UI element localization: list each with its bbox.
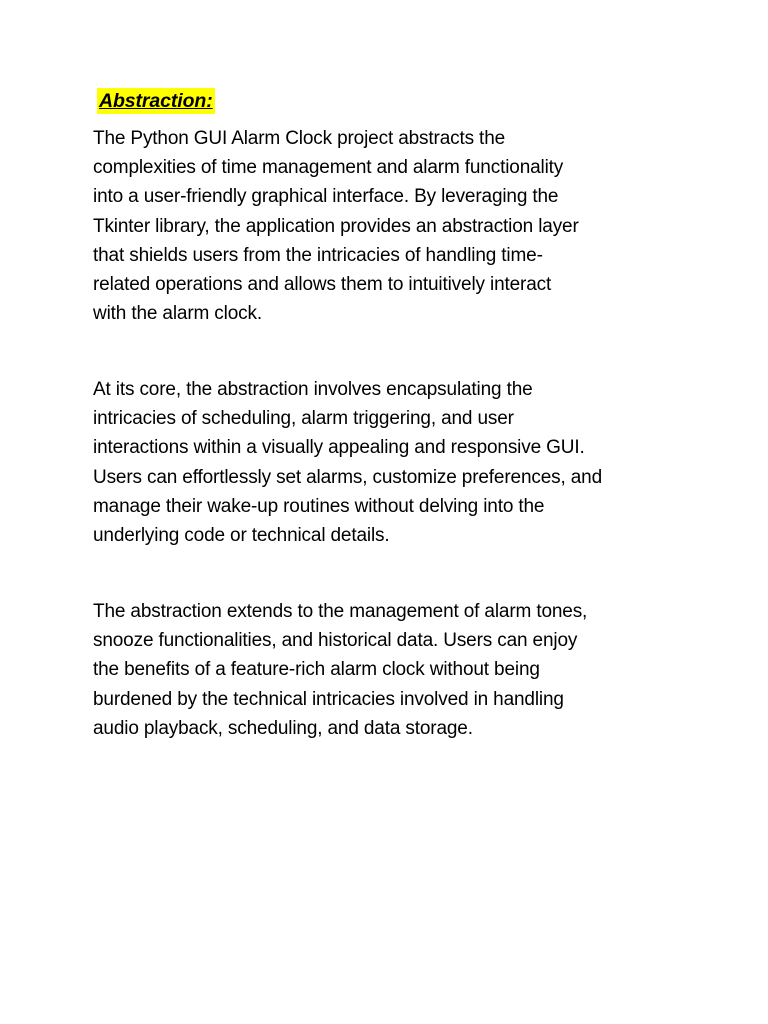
paragraph-line: the benefits of a feature-rich alarm clock without being — [93, 659, 540, 681]
paragraph-line: At its core, the abstraction involves encapsulating the — [93, 379, 533, 400]
paragraph-2 — [93, 375, 693, 550]
paragraph-line: The abstraction extends to the management of alarm tones, — [93, 601, 588, 622]
paragraph-line: interactions within a visually appealing and responsive GUI. — [93, 437, 585, 459]
paragraph-line: burdened by the technical intricacies involved in handling — [93, 688, 564, 710]
paragraph-line: complexities of time management and alarm functionality — [93, 157, 564, 179]
paragraph-line: intricacies of scheduling, alarm triggering, and user — [93, 408, 514, 430]
paragraph-line: manage their wake-up routines without delving into the — [93, 495, 545, 517]
paragraph-line: The Python GUI Alarm Clock project abstracts the — [93, 128, 506, 149]
paragraph-line: Users can effortlessly set alarms, customize preferences, and — [93, 466, 602, 488]
paragraph-line: with the alarm clock. — [93, 303, 262, 325]
section-heading: Abstraction: — [99, 90, 213, 112]
paragraph-1 — [93, 124, 693, 328]
paragraph-line: snooze functionalities, and historical data. Users can enjoy — [93, 630, 578, 652]
paragraph-line: that shields users from the intricacies of handling time- — [93, 244, 543, 266]
paragraph-line: Tkinter library, the application provides an abstraction layer — [93, 215, 579, 237]
paragraph-line: into a user-friendly graphical interface. By leveraging the — [93, 186, 559, 208]
heading-container — [97, 88, 215, 114]
paragraph-line: audio playback, scheduling, and data storage. — [93, 717, 473, 739]
paragraph-line: related operations and allows them to intuitively interact — [93, 274, 552, 296]
paragraph-line: underlying code or technical details. — [93, 525, 390, 547]
paragraph-3 — [93, 597, 693, 743]
